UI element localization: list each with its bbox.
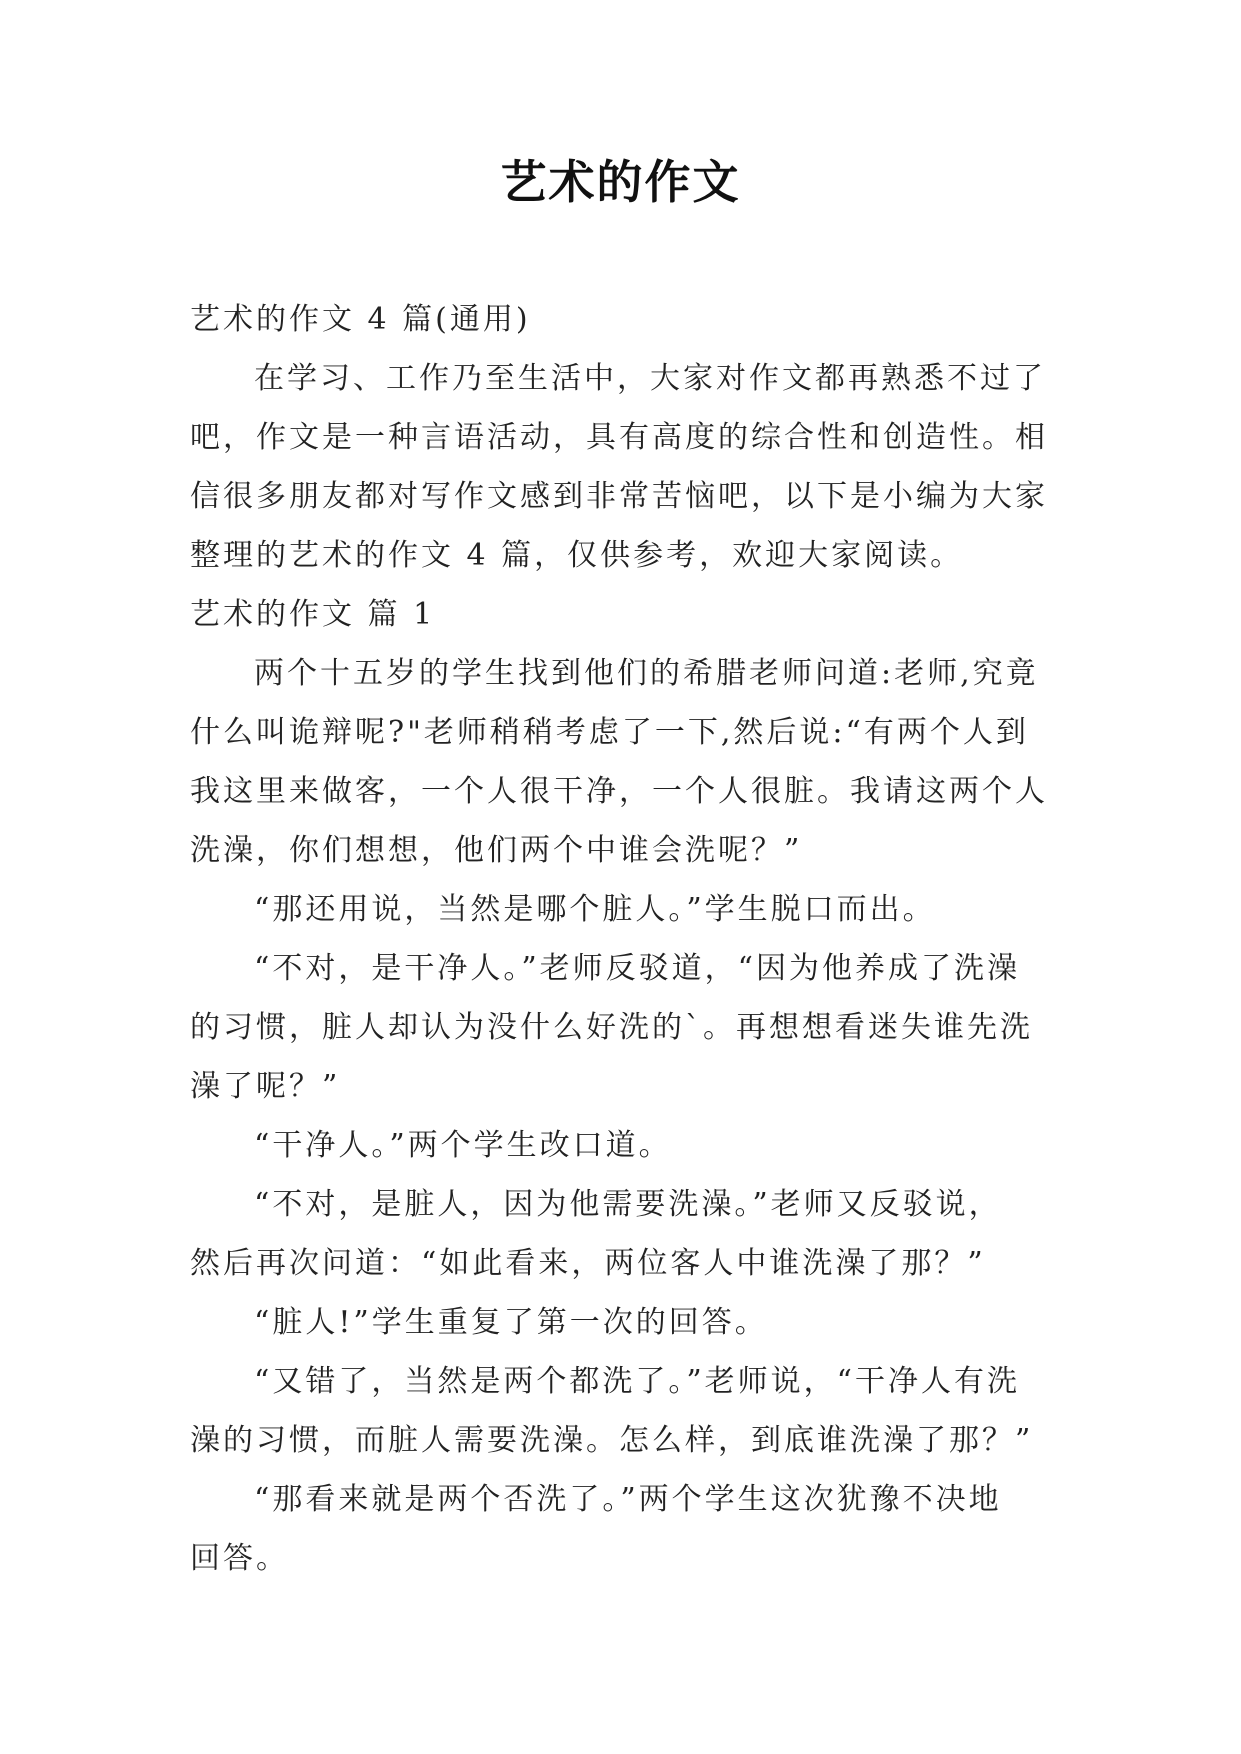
text-line: 在学习、工作乃至生活中，大家对作文都再熟悉不过了 <box>254 361 1046 396</box>
text-line: “那看来就是两个否洗了。”两个学生这次犹豫不决地 <box>254 1482 1002 1517</box>
text-line: 信很多朋友都对写作文感到非常苦恼吧，以下是小编为大家 <box>190 479 1048 514</box>
text-line: 两个十五岁的学生找到他们的希腊老师问道:老师,究竟 <box>254 656 1039 691</box>
section-heading: 艺术的作文 篇 1 <box>190 597 436 632</box>
text-line: 洗澡，你们想想，他们两个中谁会洗呢？” <box>190 833 803 868</box>
text-line: “不对，是干净人。”老师反驳道，“因为他养成了洗澡 <box>254 951 1021 986</box>
text-line: “不对，是脏人，因为他需要洗澡。”老师又反驳说， <box>254 1187 1002 1222</box>
text-line: “脏人!”学生重复了第一次的回答。 <box>254 1305 768 1340</box>
document-body <box>190 290 1052 1588</box>
text-line: 整理的艺术的作文 4 篇，仅供参考，欢迎大家阅读。 <box>190 538 964 573</box>
text-line: 我这里来做客，一个人很干净，一个人很脏。我请这两个人 <box>190 774 1048 809</box>
text-line: 澡的习惯，而脏人需要洗澡。怎么样，到底谁洗澡了那？” <box>190 1423 1034 1458</box>
text-line: “那还用说，当然是哪个脏人。”学生脱口而出。 <box>254 892 936 927</box>
subtitle-line: 艺术的作文 4 篇(通用) <box>190 302 531 337</box>
text-line: 什么叫诡辩呢?"老师稍稍考虑了一下,然后说:“有两个人到 <box>190 715 1029 750</box>
text-line: “干净人。”两个学生改口道。 <box>254 1128 672 1163</box>
text-line: 回答。 <box>190 1541 289 1576</box>
text-line: 然后再次问道：“如此看来，两位客人中谁洗澡了那？” <box>190 1246 986 1281</box>
document-title: 艺术的作文 <box>500 155 741 209</box>
text-line: 的习惯，脏人却认为没什么好洗的`。再想想看迷失谁先洗 <box>190 1010 1033 1045</box>
text-line: “又错了，当然是两个都洗了。”老师说，“干净人有洗 <box>254 1364 1021 1399</box>
text-line: 澡了呢？” <box>190 1069 341 1104</box>
text-line: 吧，作文是一种言语活动，具有高度的综合性和创造性。相 <box>190 420 1048 455</box>
